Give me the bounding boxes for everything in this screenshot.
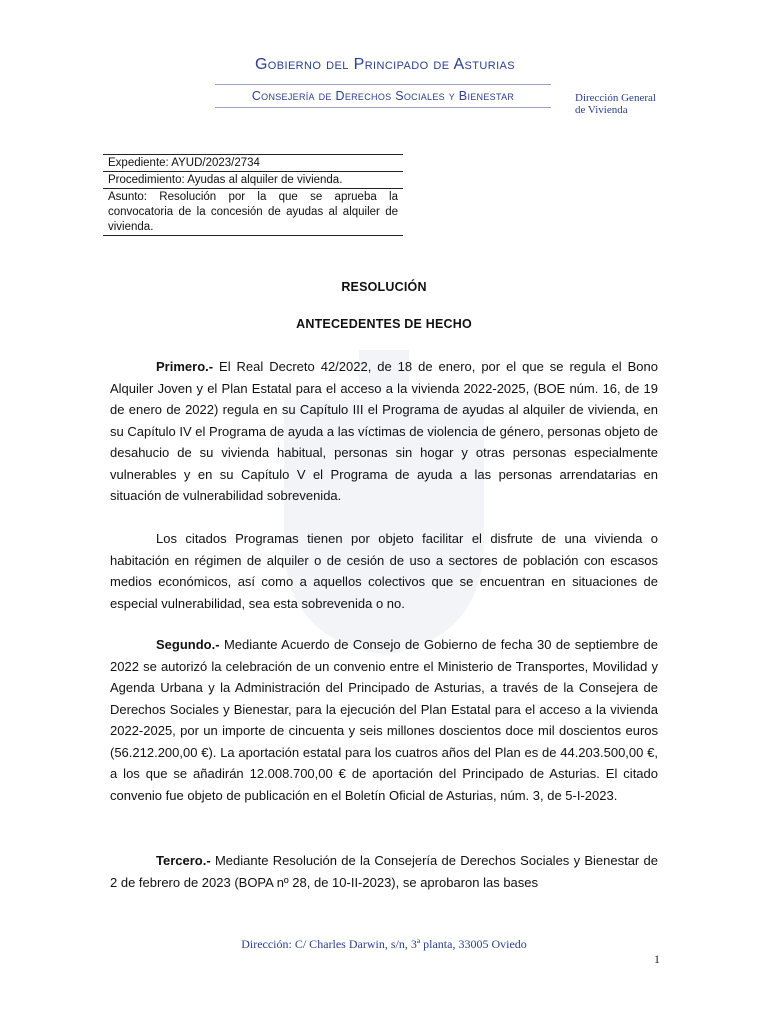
department-label	[575, 92, 656, 116]
record-expediente: Expediente: AYUD/2023/2734	[103, 154, 403, 171]
paragraph-tercero-lead: Tercero.-	[156, 853, 211, 868]
department-line-1: Dirección General	[575, 92, 656, 104]
resolution-heading: RESOLUCIÓN	[341, 280, 427, 294]
paragraph-primero-text: El Real Decreto 42/2022, de 18 de enero, por el que se regula el Bono Alquiler Joven y el Plan Estatal para el acceso a la vivienda 2022-2025, (BOE núm. 16, de 19 de enero de 2022) regula en su Capítulo III el Programa de ayudas al alquiler de vivienda, en su Capítulo IV el Programa de ayuda a las víctimas de violencia de género, personas objeto de desahucio de su vivienda habitual, personas sin hogar y otras personas especialmente vulnerables y en su Capítulo V el Programa de ayuda a las personas arrendatarias en situación de vulnerabilidad sobrevenida.	[110, 359, 658, 503]
record-procedimiento: Procedimiento: Ayudas al alquiler de vivienda.	[103, 171, 403, 188]
paragraph-programas	[110, 528, 658, 614]
record-box	[103, 154, 403, 236]
paragraph-segundo	[110, 634, 658, 806]
header-rule-top	[215, 84, 551, 85]
ministry-subtitle: Consejería de Derechos Sociales y Bienestar	[251, 89, 515, 103]
paragraph-primero-lead: Primero.-	[156, 359, 214, 374]
paragraph-segundo-text: Mediante Acuerdo de Consejo de Gobierno de fecha 30 de septiembre de 2022 se autorizó la celebración de un convenio entre el Ministerio de Transportes, Movilidad y Agenda Urbana y la Administración del Principado de Asturias, a través de la Consejera de Derechos Sociales y Bienestar, para la ejecución del Plan Estatal para el acceso a la vivienda 2022-2025, por un importe de cincuenta y seis millones doscientos doce mil doscientos euros (56.212.200,00 €). La aportación estatal para los cuatros años del Plan es de 44.203.500,00 €, a los que se añadirán 12.008.700,00 € de aportación del Principado de Asturias. El citado convenio fue objeto de publicación en el Boletín Oficial de Asturias, núm. 3, de 5-I-2023.	[110, 637, 658, 803]
paragraph-tercero	[110, 850, 658, 893]
header-rule-bottom	[215, 107, 551, 108]
paragraph-programas-text: Los citados Programas tienen por objeto facilitar el disfrute de una vivienda o habitación en régimen de alquiler o de cesión de uso a sectores de población con escasos medios económicos, así como a aquellos colectivos que se encuentran en situaciones de especial vulnerabilidad, sea esta sobrevenida o no.	[110, 531, 658, 611]
background-facts-heading: ANTECEDENTES DE HECHO	[296, 317, 472, 331]
page-number: 1	[654, 952, 660, 966]
paragraph-segundo-lead: Segundo.-	[156, 637, 220, 652]
record-asunto: Asunto: Resolución por la que se aprueba la convocatoria de la concesión de ayudas al alquiler de vivienda.	[103, 188, 403, 236]
government-title: Gobierno del Principado de Asturias	[254, 56, 516, 73]
paragraph-primero	[110, 356, 658, 507]
department-line-2: de Vivienda	[575, 104, 628, 116]
footer-address: Dirección: C/ Charles Darwin, s/n, 3ª planta, 33005 Oviedo	[241, 937, 527, 951]
paragraph-tercero-text: Mediante Resolución de la Consejería de Derechos Sociales y Bienestar de 2 de febrero de 2023 (BOPA nº 28, de 10-II-2023), se aprobaron las bases	[110, 853, 658, 890]
